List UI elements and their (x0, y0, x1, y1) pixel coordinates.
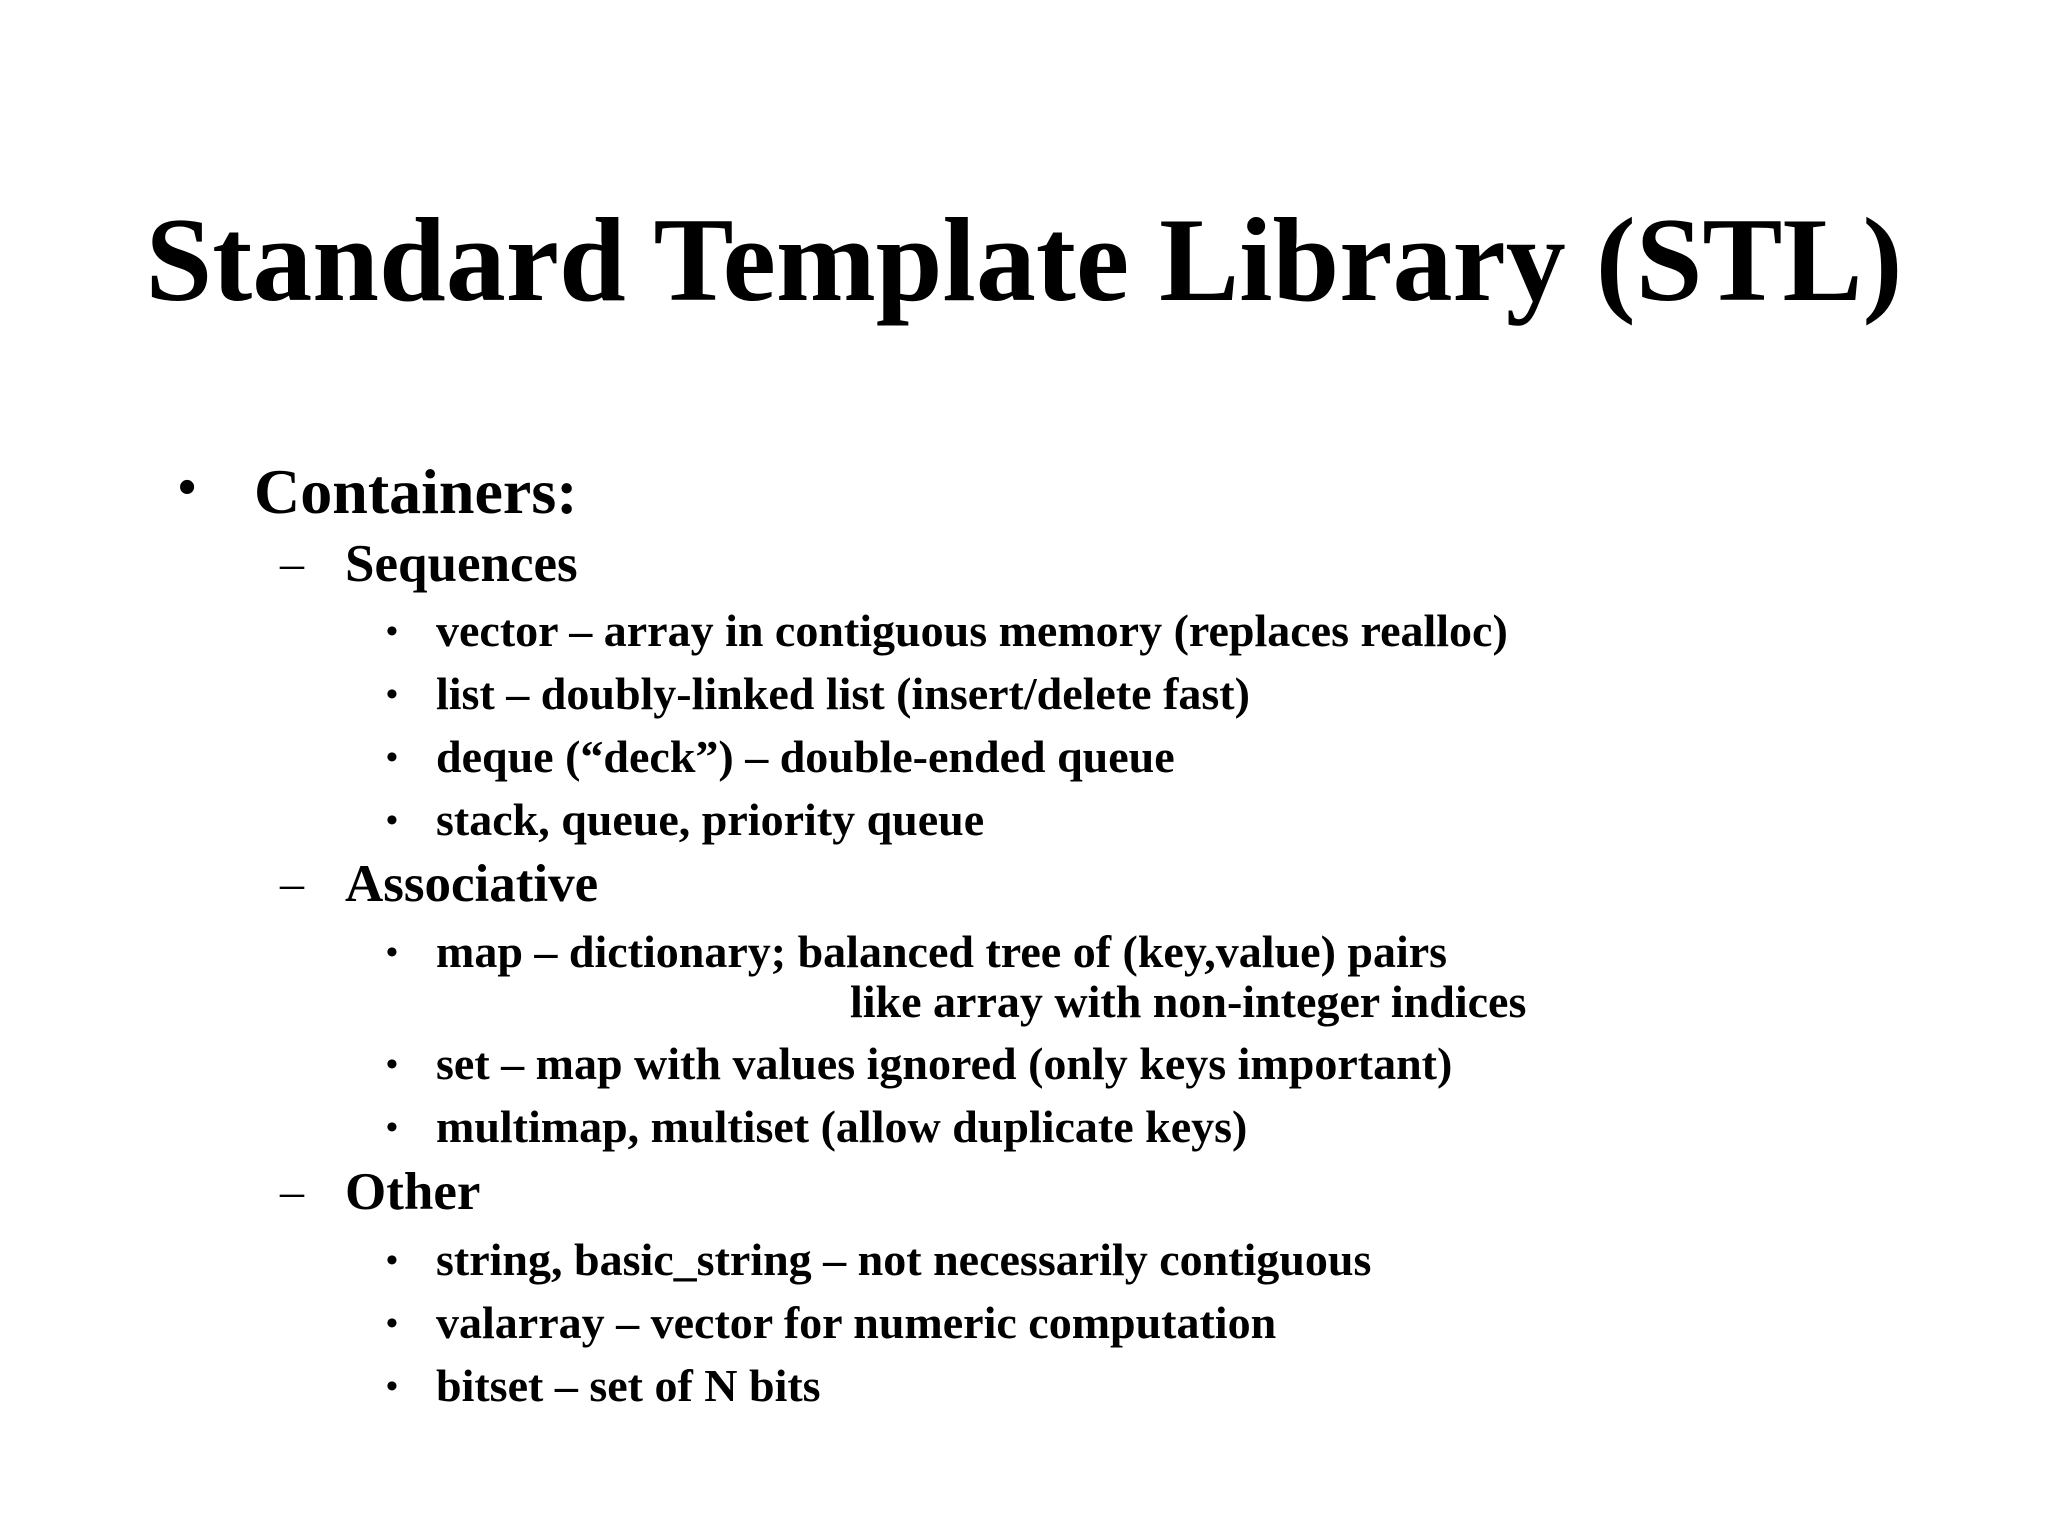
dash-icon: – (280, 857, 304, 910)
bullet-icon: • (386, 739, 398, 776)
list-item: stack, queue, priority queue (436, 794, 985, 845)
bullet-icon: • (386, 802, 398, 839)
bullet-icon: • (386, 1368, 398, 1405)
bullet-icon: • (386, 1109, 398, 1146)
list-item: map – dictionary; balanced tree of (key,value) pairs (436, 926, 1448, 977)
bullet-icon: • (386, 1305, 398, 1342)
list-item-continuation: like array with non-integer indices (850, 976, 1527, 1027)
dash-icon: – (280, 537, 304, 590)
list-item: valarray – vector for numeric computation (436, 1297, 1277, 1348)
list-item: multimap, multiset (allow duplicate keys) (436, 1101, 1248, 1152)
bullet-icon: • (386, 676, 398, 713)
bullet-icon: • (386, 934, 398, 971)
list-item: deque (“deck”) – double-ended queue (436, 731, 1175, 782)
dash-icon: – (280, 1165, 304, 1218)
list-item: vector – array in contiguous memory (replaces realloc) (436, 605, 1508, 656)
bullet-icon: • (386, 1242, 398, 1279)
list-item: string, basic_string – not necessarily contiguous (436, 1234, 1372, 1285)
containers-heading: Containers: (254, 456, 578, 527)
group-label-other: Other (345, 1163, 481, 1221)
group-label-sequences: Sequences (345, 535, 578, 593)
bullet-icon: • (178, 459, 197, 516)
list-item: set – map with values ignored (only keys important) (436, 1038, 1453, 1089)
list-item: list – doubly-linked list (insert/delete fast) (436, 668, 1250, 719)
bullet-icon: • (386, 613, 398, 650)
list-item: bitset – set of N bits (436, 1360, 821, 1411)
bullet-icon: • (386, 1046, 398, 1083)
slide-title: Standard Template Library (STL) (145, 193, 1903, 326)
group-label-associative: Associative (345, 855, 599, 913)
